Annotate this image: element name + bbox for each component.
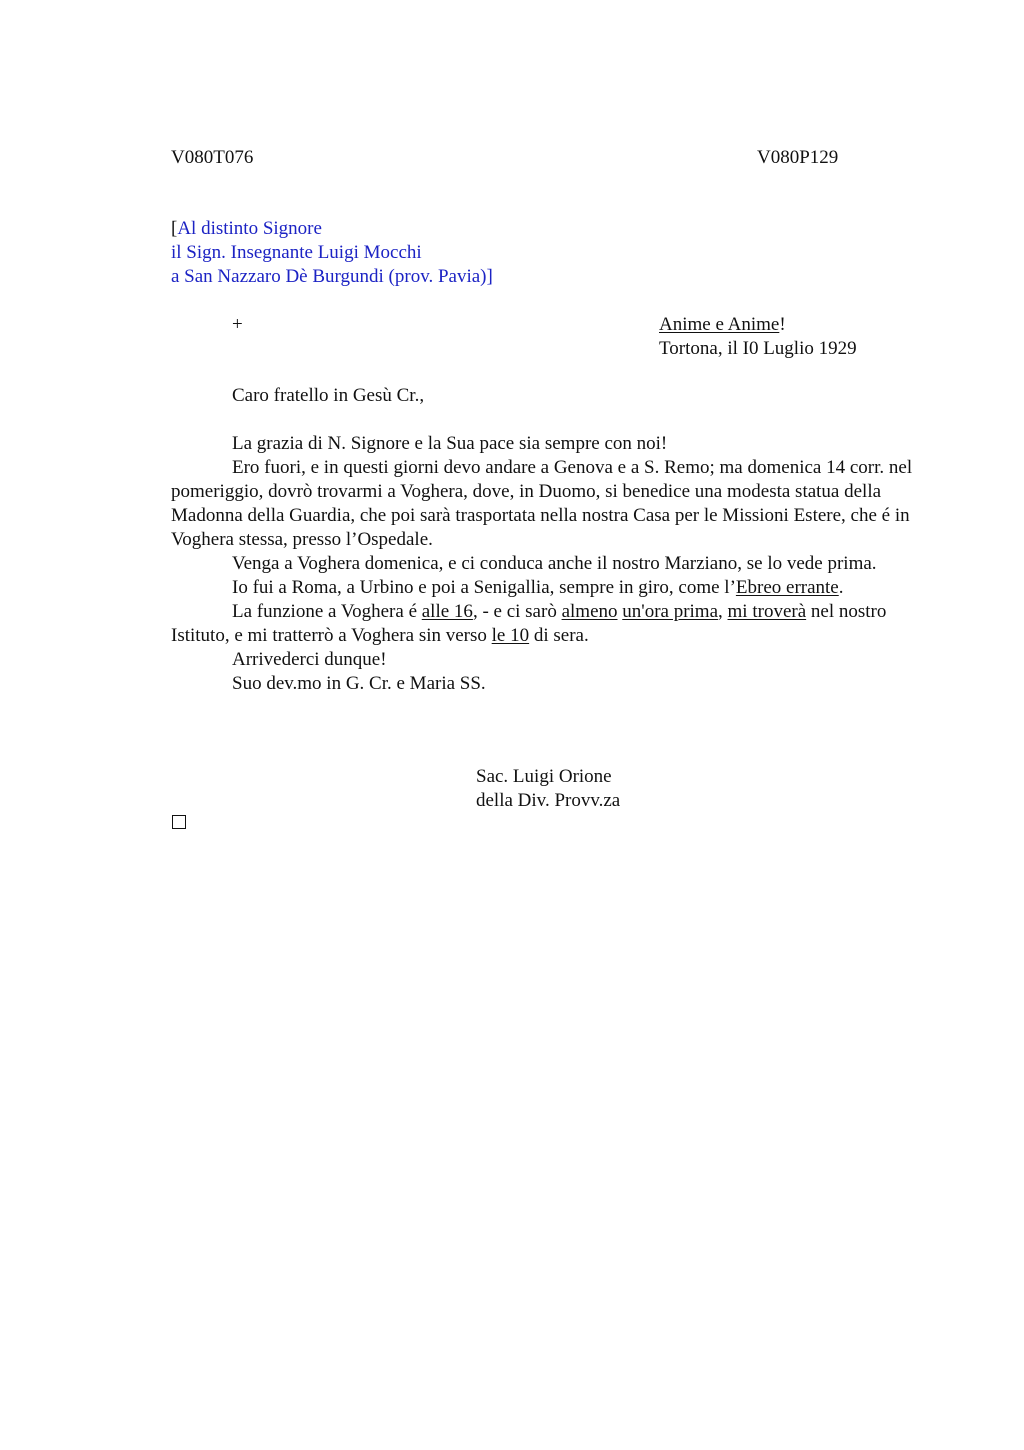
paragraph-3: Venga a Voghera domenica, e ci conduca anche il nostro Marziano, se lo vede prima. — [232, 553, 877, 574]
cross-mark: + — [232, 314, 243, 335]
motto — [659, 313, 786, 337]
p5-text-e: nel nostro Istituto, e mi tratterrò a Voghera sin verso — [171, 601, 887, 646]
p4-text-a: Io fui a Roma, a Urbino e poi a Senigallia, sempre in giro, come l’ — [232, 577, 736, 598]
p4-text-b: . — [838, 577, 844, 598]
p5-text-d: , — [718, 601, 728, 622]
motto-exclamation: ! — [779, 314, 786, 335]
address-line-2: il Sign. Insegnante Luigi Mocchi — [171, 242, 422, 263]
signature — [476, 765, 620, 813]
address-line-1 — [171, 217, 493, 241]
paragraph-5 — [171, 600, 931, 648]
address-open-bracket: [ — [171, 218, 178, 239]
p5-underlined-le10: le 10 — [491, 625, 530, 646]
paragraph-4 — [171, 576, 931, 600]
signature-title: della Div. Provv.za — [476, 790, 621, 811]
address-line-3 — [171, 265, 493, 289]
p5-underlined-almeno: almeno — [561, 601, 618, 622]
p5-underlined-hour: un'ora prima — [622, 601, 719, 622]
paragraph-6: Arrivederci dunque! — [232, 649, 387, 670]
p4-underlined-ebreo: Ebreo errante — [735, 577, 839, 598]
p5-text-a: La funzione a Voghera é — [232, 601, 422, 622]
letter-body — [171, 432, 931, 696]
document-code-left: V080T076 — [171, 147, 254, 168]
p5-underlined-time: alle 16 — [421, 601, 473, 622]
place-date: Tortona, il I0 Luglio 1929 — [659, 338, 857, 359]
end-marker-box-icon — [172, 815, 186, 829]
address-line-3-text: a San Nazzaro Dè Burgundi (prov. Pavia) — [171, 266, 487, 287]
motto-underlined: Anime e Anime — [659, 314, 780, 335]
paragraph-2: Ero fuori, e in questi giorni devo andare a Genova e a S. Remo; ma domenica 14 corr. nel pomeriggio, dovrò trovarmi a Voghera, dove, in Duomo, si benedice una modesta statua della Madonna della Guardia, che poi sarà trasportata nella nostra Casa per le Missioni Estere, che é in Voghera stessa, presso l’Ospedale. — [171, 457, 913, 550]
p5-text-b: , - e ci sarò — [472, 601, 562, 622]
signature-name: Sac. Luigi Orione — [476, 766, 612, 787]
salutation: Caro fratello in Gesù Cr., — [232, 385, 425, 406]
address-line-1-text: Al distinto Signore — [177, 218, 322, 239]
document-code-right: V080P129 — [757, 147, 839, 168]
paragraph-1: La grazia di N. Signore e la Sua pace sia sempre con noi! — [232, 433, 668, 454]
paragraph-7: Suo dev.mo in G. Cr. e Maria SS. — [232, 673, 486, 694]
p5-underlined-trovera: mi troverà — [727, 601, 807, 622]
p5-text-f: di sera. — [529, 625, 589, 646]
address-close-bracket: ] — [486, 266, 493, 287]
recipient-address — [171, 217, 493, 289]
